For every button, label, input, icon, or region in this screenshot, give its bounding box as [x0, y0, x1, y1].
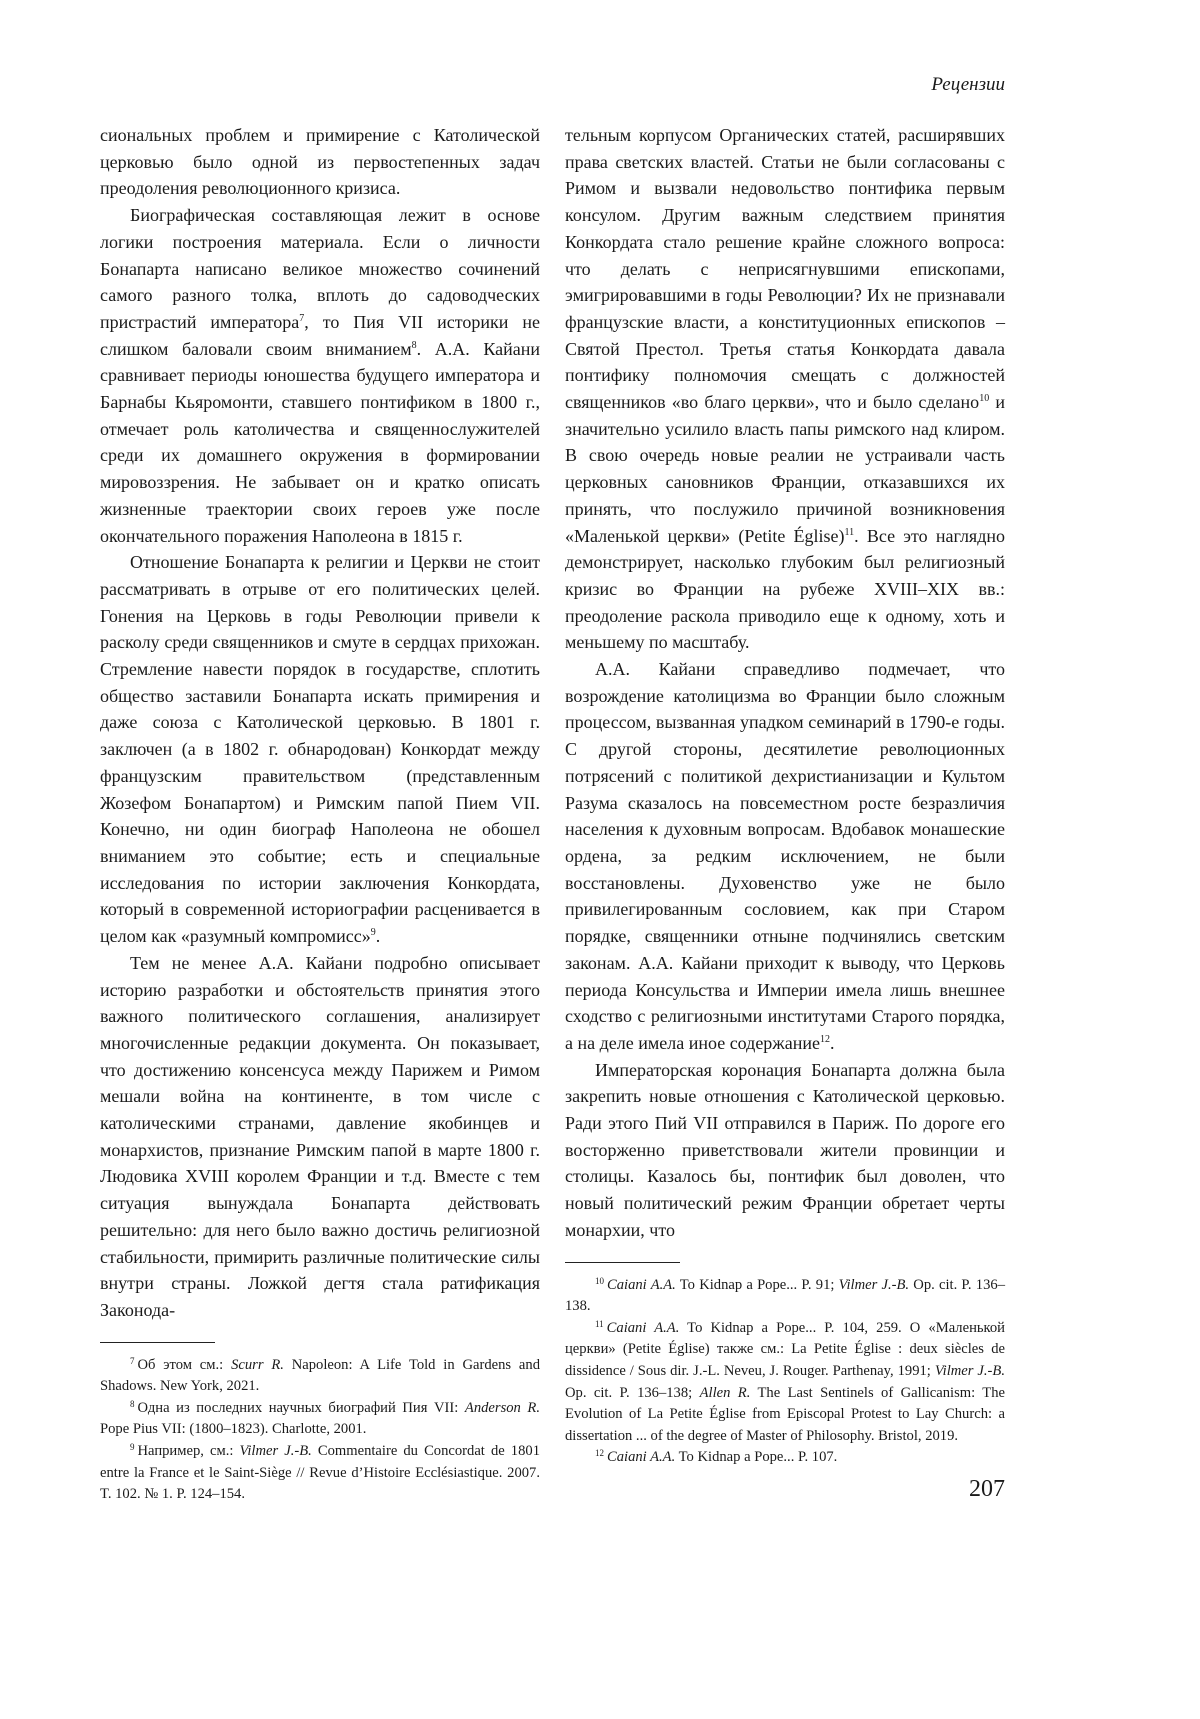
paragraph	[100, 950, 540, 1324]
footnote-number: 11	[595, 1319, 604, 1329]
author-name: Allen R.	[700, 1385, 751, 1401]
text-run: To Kidnap a Pope... P. 107.	[675, 1449, 837, 1465]
running-header: Рецензии	[931, 74, 1005, 96]
footnote-reference: 7	[299, 313, 304, 324]
paragraph	[565, 1057, 1005, 1244]
footnote-number: 10	[595, 1276, 604, 1286]
text-run: Napoleon: A Life Told in Gardens and Shadows. New York, 2021.	[100, 1357, 540, 1395]
text-run: и значительно усилило власть папы римского над клиром. В свою очередь новые реалии не устраивали часть церковных сановников Франции, отказавшихся их принять, что послужило причиной возникновения «Маленькой церкви» (Petite Église)	[565, 392, 1005, 546]
footnote	[100, 1355, 540, 1398]
text-run: Императорская коронация Бонапарта должна была закрепить новые отношения с Католической церковью. Ради этого Пий VII отправился в Париж. По дороге его восторженно приветствовали жители провинции и столицы. Казалось бы, понтифик был доволен, что новый политический режим Франции обретает черты монархии, что	[565, 1060, 1005, 1240]
text-run: .	[376, 926, 381, 946]
footnote-reference: 12	[820, 1034, 830, 1045]
text-run: сиональных проблем и примирение с Католической церковью было одной из первостепенных задач преодоления революционного кризиса.	[100, 125, 540, 198]
text-run: Биографическая составляющая лежит в основе логики построения материала. Если о личности Бонапарта написано великое множество сочинений самого разного толка, вплоть до садоводческих пристрастий императора	[100, 205, 540, 332]
text-run: .	[830, 1033, 835, 1053]
author-name: Vilmer J.-B.	[240, 1443, 312, 1459]
text-run: Op. cit. P. 136–138;	[565, 1385, 700, 1401]
text-run: А.А. Кайани справедливо подмечает, что возрождение католицизма во Франции было сложным процессом, вызванная упадком семинарий в 1790-е годы. С другой стороны, десятилетие революционных потрясений с политикой дехристианизации и Культом Разума сказалось на повсеместном росте безразличия населения к духовным вопросам. Вдобавок монашеские ордена, за редким исключением, не были восстановлены. Духовенство уже не было привилегированным сословием, как при Старом порядке, священники отныне подчинялись светским законам. А.А. Кайани приходит к выводу, что Церковь периода Консульства и Империи имела лишь внешнее сходство с религиозными институтами Старого порядка, а на деле имела иное содержание	[565, 659, 1005, 1053]
paragraph	[100, 549, 540, 950]
text-run: . А.А. Кайани сравнивает периоды юношества будущего императора и Барнабы Кьяромонти, ставшего понтификом в 1800 г., отмечает роль католичества и священнослужителей среди их домашнего окружения в формировании мировоззрения. Не забывает он и кратко описать жизненные траектории своих героев уже после окончательного поражения Наполеона в 1815 г.	[100, 339, 540, 546]
left-side	[100, 122, 540, 1506]
footnote	[565, 1447, 1005, 1469]
text-run: To Kidnap a Pope... P. 91;	[676, 1277, 839, 1293]
text-run: Об этом см.:	[138, 1357, 232, 1373]
text-run: Pope Pius VII: (1800–1823). Charlotte, 2001.	[100, 1421, 366, 1437]
text-run: Например, см.:	[138, 1443, 240, 1459]
text-run: , то Пия VII историки не слишком баловали своим вниманием	[100, 312, 540, 359]
right-side	[565, 122, 1005, 1503]
text-run: Op. cit. P. 136–138.	[565, 1277, 1005, 1315]
author-name: Caiani A.A.	[607, 1449, 675, 1465]
right-column	[565, 122, 1005, 1244]
footnote-number: 12	[595, 1448, 604, 1458]
paragraph	[100, 202, 540, 549]
footnote-number: 8	[130, 1399, 135, 1409]
paragraph	[565, 656, 1005, 1057]
footnote-number: 9	[130, 1442, 135, 1452]
author-name: Vilmer J.-B.	[935, 1363, 1005, 1379]
text-run: Commentaire du Concordat de 1801 entre la France et le Saint-Siège // Revue d’Histoire Ecclésiastique. 2007. T. 102. № 1. P. 124–154.	[100, 1443, 540, 1502]
page-number: 207	[969, 1475, 1005, 1503]
footnote	[100, 1398, 540, 1441]
text-run: To Kidnap a Pope... P. 104, 259. О «Маленькой церкви» (Petite Église) также см.: La Petite Église : deux siècles de dissidence / Sous dir. J.-L. Neveu, J. Rouger. Parthenay, 1991;	[565, 1320, 1005, 1379]
footnote-reference: 11	[845, 527, 855, 538]
paragraph	[565, 122, 1005, 656]
left-column	[100, 122, 540, 1324]
author-name: Vilmer J.-B.	[839, 1277, 909, 1293]
footnote-reference: 10	[979, 393, 989, 404]
text-run: The Last Sentinels of Gallicanism: The Evolution of La Petite Église from Episcopal Protest to Lay Church: a dissertation ... of the degree of Master of Philosophy. Bristol, 2019.	[565, 1385, 1005, 1444]
footnotes-right	[565, 1275, 1005, 1469]
footnote	[565, 1275, 1005, 1318]
author-name: Caiani A.A.	[607, 1277, 676, 1293]
footnote	[100, 1441, 540, 1506]
paragraph	[100, 122, 540, 202]
text-run: Одна из последних научных биографий Пия VII:	[138, 1400, 465, 1416]
footnote-separator-left	[100, 1342, 215, 1343]
author-name: Scurr R.	[231, 1357, 284, 1373]
footnote-reference: 9	[371, 927, 376, 938]
text-run: Тем не менее А.А. Кайани подробно описывает историю разработки и обстоятельств принятия этого важного политического соглашения, анализирует многочисленные редакции документа. Он показывает, что достижению консенсуса между Парижем и Римом мешали война на континенте, в том числе с католическими странами, давление якобинцев и монархистов, признание Римским папой в марте 1800 г. Людовика XVIII королем Франции и т.д. Вместе с тем ситуация вынуждала Бонапарта действовать решительно: для него было важно достичь религиозной стабильности, примирить различные политические силы внутри страны. Ложкой дегтя стала ратификация Законода-	[100, 953, 540, 1320]
footnote-separator-right	[565, 1262, 680, 1263]
author-name: Caiani A.A.	[607, 1320, 680, 1336]
text-run: Отношение Бонапарта к религии и Церкви не стоит рассматривать в отрыве от его политических целей. Гонения на Церковь в годы Революции привели к расколу среди священников и смуте в сердцах прихожан. Стремление навести порядок в государстве, сплотить общество заставили Бонапарта искать примирения и даже союза с Католической церковью. В 1801 г. заключен (а в 1802 г. обнародован) Конкордат между французским правительством (представленным Жозефом Бонапартом) и Римским папой Пием VII. Конечно, ни один биограф Наполеона не обошел вниманием это событие; есть и специальные исследования по истории заключения Конкордата, который в современной историографии расценивается в целом как «разумный компромисс»	[100, 552, 540, 946]
text-run: тельным корпусом Органических статей, расширявших права светских властей. Статьи не были согласованы с Римом и вызвали недовольство понтифика первым консулом. Другим важным следствием принятия Конкордата стало решение крайне сложного вопроса: что делать с неприсягнувшими епископами, эмигрировавшими в годы Революции? Их не признавали французские власти, а конституционных епископов – Святой Престол. Третья статья Конкордата давала понтифику полномочия смещать с должностей священников «во благо церкви», что и было сделано	[565, 125, 1005, 412]
footnotes-left	[100, 1355, 540, 1506]
footnote	[565, 1318, 1005, 1448]
text-run: . Все это наглядно демонстрирует, насколько глубоким был религиозный кризис во Франции на рубеже XVIII–XIX вв.: преодоление раскола приводило еще к одному, хоть и меньшему по масштабу.	[565, 526, 1005, 653]
author-name: Anderson R.	[465, 1400, 540, 1416]
footnote-reference: 8	[412, 340, 417, 351]
footnote-number: 7	[130, 1356, 135, 1366]
